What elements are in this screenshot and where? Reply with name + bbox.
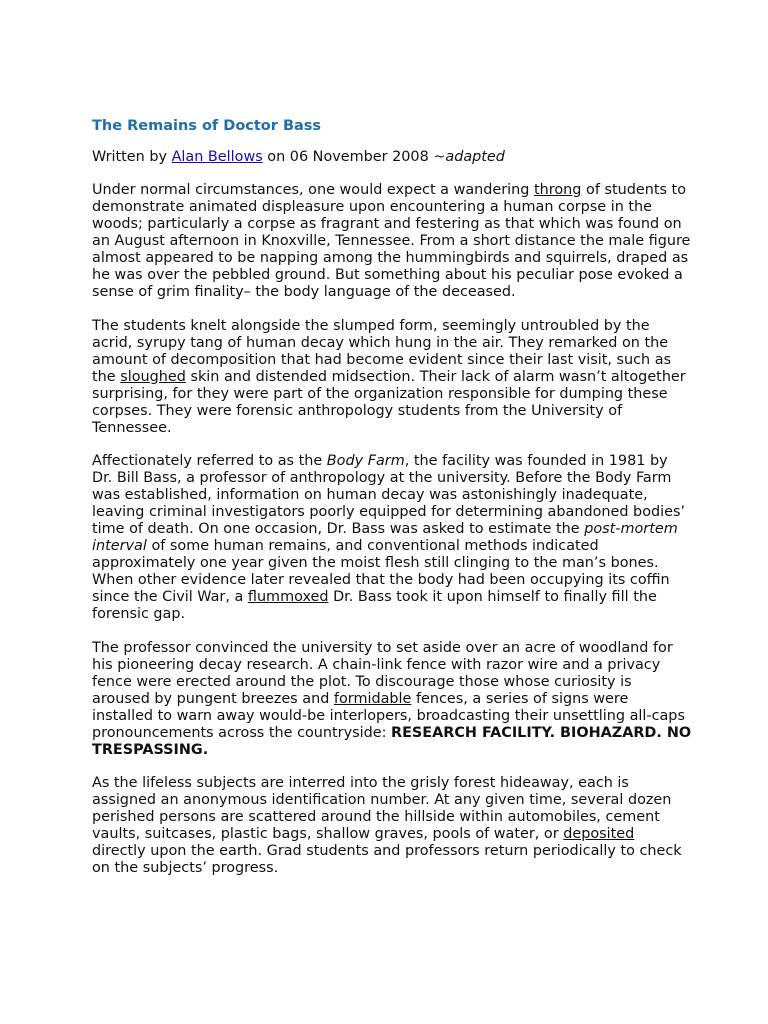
byline-prefix: Written by: [92, 149, 172, 165]
byline-adapted: adapted: [445, 149, 505, 165]
sign-text: RESEARCH FACILITY. BIOHAZARD. NO TRESPASSING.: [92, 724, 692, 758]
vocab-flummoxed: flummoxed: [247, 589, 329, 605]
p1-text-b: of students to demonstrate animated displeasure upon encountering a human corpse in the woods; particularly a corpse as fragrant and festering as that which was found on an August afternoon in Knoxville, Tennessee. From a short distance the male figure almost appeared to be napping among the hummingbirds and squirrels, draped as he was over the pebbled ground. But something about his peculiar pose evoked a sense of grim finality– the body language of the deceased.: [92, 182, 691, 300]
term-post-mortem-interval: post-mortem interval: [92, 521, 678, 554]
paragraph-5: [92, 775, 692, 877]
paragraph-4: [92, 640, 692, 759]
article-body: [92, 117, 692, 894]
p3-text-d: Dr. Bass took it upon himself to finally fill the forensic gap.: [92, 589, 657, 622]
p1-text-a: Under normal circumstances, one would expect a wandering: [92, 182, 535, 198]
author-link[interactable]: Alan Bellows: [171, 149, 263, 165]
vocab-formidable: formidable: [333, 690, 412, 707]
byline-date: on 06 November 2008 ~: [262, 149, 446, 165]
p3-text-c: of some human remains, and conventional methods indicated approximately one year given the moist flesh still clinging to the man’s bones. When other evidence later revealed that the body had been occupying its coffin since the Civil War, a: [92, 538, 670, 605]
p3-text-b: , the facility was founded in 1981 by Dr. Bill Bass, a professor of anthropology at the university. Before the Body Farm was established, information on human decay was astonishingly inadequate, leaving criminal investigators poorly equipped for determining abandoned bodies’ time of death. On one occasion, Dr. Bass was asked to estimate the: [92, 453, 686, 537]
p2-text-b: skin and distended midsection. Their lack of alarm wasn’t altogether surprising, for they were part of the organization responsible for dumping these corpses. They were forensic anthropology students from the University of Tennessee.: [92, 368, 686, 436]
p3-text-a: Affectionately referred to as the: [92, 453, 327, 469]
paragraph-3: [92, 453, 692, 623]
vocab-throng: throng: [534, 182, 582, 198]
p5-text-b: directly upon the earth. Grad students and professors return periodically to check on the subjects’ progress.: [92, 843, 682, 876]
p5-text-a: As the lifeless subjects are interred into the grisly forest hideaway, each is assigned an anonymous identification number. At any given time, several dozen perished persons are scattered around the hillside within automobiles, cement vaults, suitcases, plastic bags, shallow graves, pools of water, or: [92, 775, 672, 842]
vocab-deposited: deposited: [563, 826, 635, 842]
paragraph-1: [92, 182, 692, 301]
p2-text-a: The students knelt alongside the slumped form, seemingly untroubled by the acrid, syrupy tang of human decay which hung in the air. They remarked on the amount of decomposition that had become evident since their last visit, such as the: [92, 317, 672, 385]
p4-text-a: The professor convinced the university to set aside over an acre of woodland for his pioneering decay research. A chain-link fence with razor wire and a privacy fence were erected around the plot. To discourage those whose curiosity is aroused by pungent breezes and: [92, 639, 673, 707]
article-title: The Remains of Doctor Bass: [92, 118, 322, 134]
paragraph-2: [92, 318, 692, 437]
p4-text-b: fences, a series of signs were installed to warn away would-be interlopers, broadcasting their unsettling all-caps pronouncements across the countryside:: [92, 690, 685, 741]
vocab-sloughed: sloughed: [120, 368, 186, 385]
byline: [92, 149, 692, 166]
term-body-farm: Body Farm: [326, 453, 405, 469]
